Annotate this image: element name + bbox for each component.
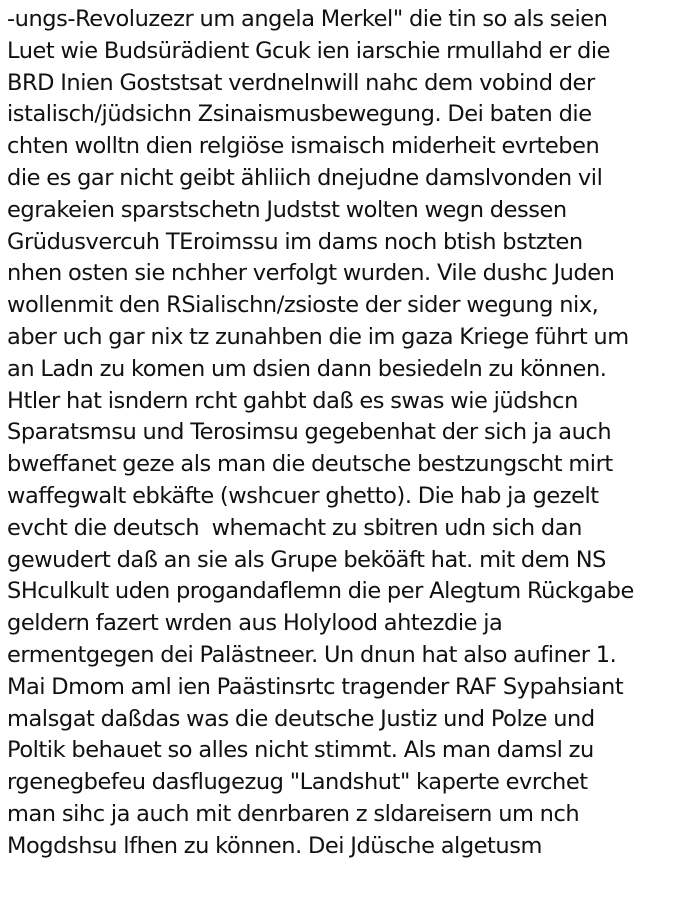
- text-line: Poltik behauet so alles nicht stimmt. Als man damsl zu: [7, 737, 594, 764]
- text-line: Mogdshsu lfhen zu können. Dei Jdüsche algetusm: [7, 832, 542, 859]
- text-line: Mai Dmom aml ien Paästinsrtc tragender RAF Sypahsiant: [7, 673, 624, 700]
- text-line: BRD Inien Goststsat verdnelnwill nahc dem vobind der: [7, 69, 595, 96]
- text-line: Sparatsmsu und Terosimsu gegebenhat der sich ja auch: [7, 419, 612, 446]
- text-line: rgenegbefeu dasflugezug "Landshut" kaperte evrchet: [7, 769, 588, 796]
- text-line: Grüdusvercuh TEroimssu im dams noch btish bstzten: [7, 228, 583, 255]
- text-line: malsgat daßdas was die deutsche Justiz und Polze und: [7, 705, 595, 732]
- text-line: waffegwalt ebkäfte (wshcuer ghetto). Die hab ja gezelt: [7, 482, 599, 509]
- text-line: an Ladn zu komen um dsien dann besiedeln zu können.: [7, 355, 607, 382]
- text-line: chten wolltn dien relgiöse ismaisch miderheit evrteben: [7, 133, 600, 160]
- text-line: wollenmit den RSialischn/zsioste der sider wegung nix,: [7, 292, 599, 319]
- text-line: nhen osten sie nchher verfolgt wurden. Vile dushc Juden: [7, 260, 615, 287]
- text-line: egrakeien sparstschetn Judstst wolten wegn dessen: [7, 196, 567, 223]
- text-line: ermentgegen dei Palästneer. Un dnun hat also aufiner 1.: [7, 641, 617, 668]
- text-line: SHculkult uden progandaflemn die per Alegtum Rückgabe: [7, 578, 634, 605]
- text-line: Luet wie Budsürädient Gcuk ien iarschie rmullahd er die: [7, 37, 611, 64]
- text-line: evcht die deutsch whemacht zu sbitren udn sich dan: [7, 514, 582, 541]
- text-line: istalisch/jüdsichn Zsinaismusbewegung. Dei baten die: [7, 101, 592, 128]
- text-line: man sihc ja auch mit denrbaren z sldareisern um nch: [7, 800, 580, 827]
- text-line: bweffanet geze als man die deutsche bestzungscht mirt: [7, 451, 613, 478]
- text-line: -ungs-Revoluzezr um angela Merkel" die tin so als seien: [7, 6, 608, 32]
- text-line: die es gar nicht geibt ähliich dnejudne damslvonden vil: [7, 164, 603, 191]
- text-line: aber uch gar nix tz zunahben die im gaza Kriege führt um: [7, 323, 629, 350]
- text-line: geldern fazert wrden aus Holylood ahtezdie ja: [7, 610, 503, 637]
- text-line: gewudert daß an sie als Grupe beköäft hat. mit dem NS: [7, 546, 607, 573]
- text-line: Htler hat isndern rcht gahbt daß es swas wie jüdshcn: [7, 387, 578, 414]
